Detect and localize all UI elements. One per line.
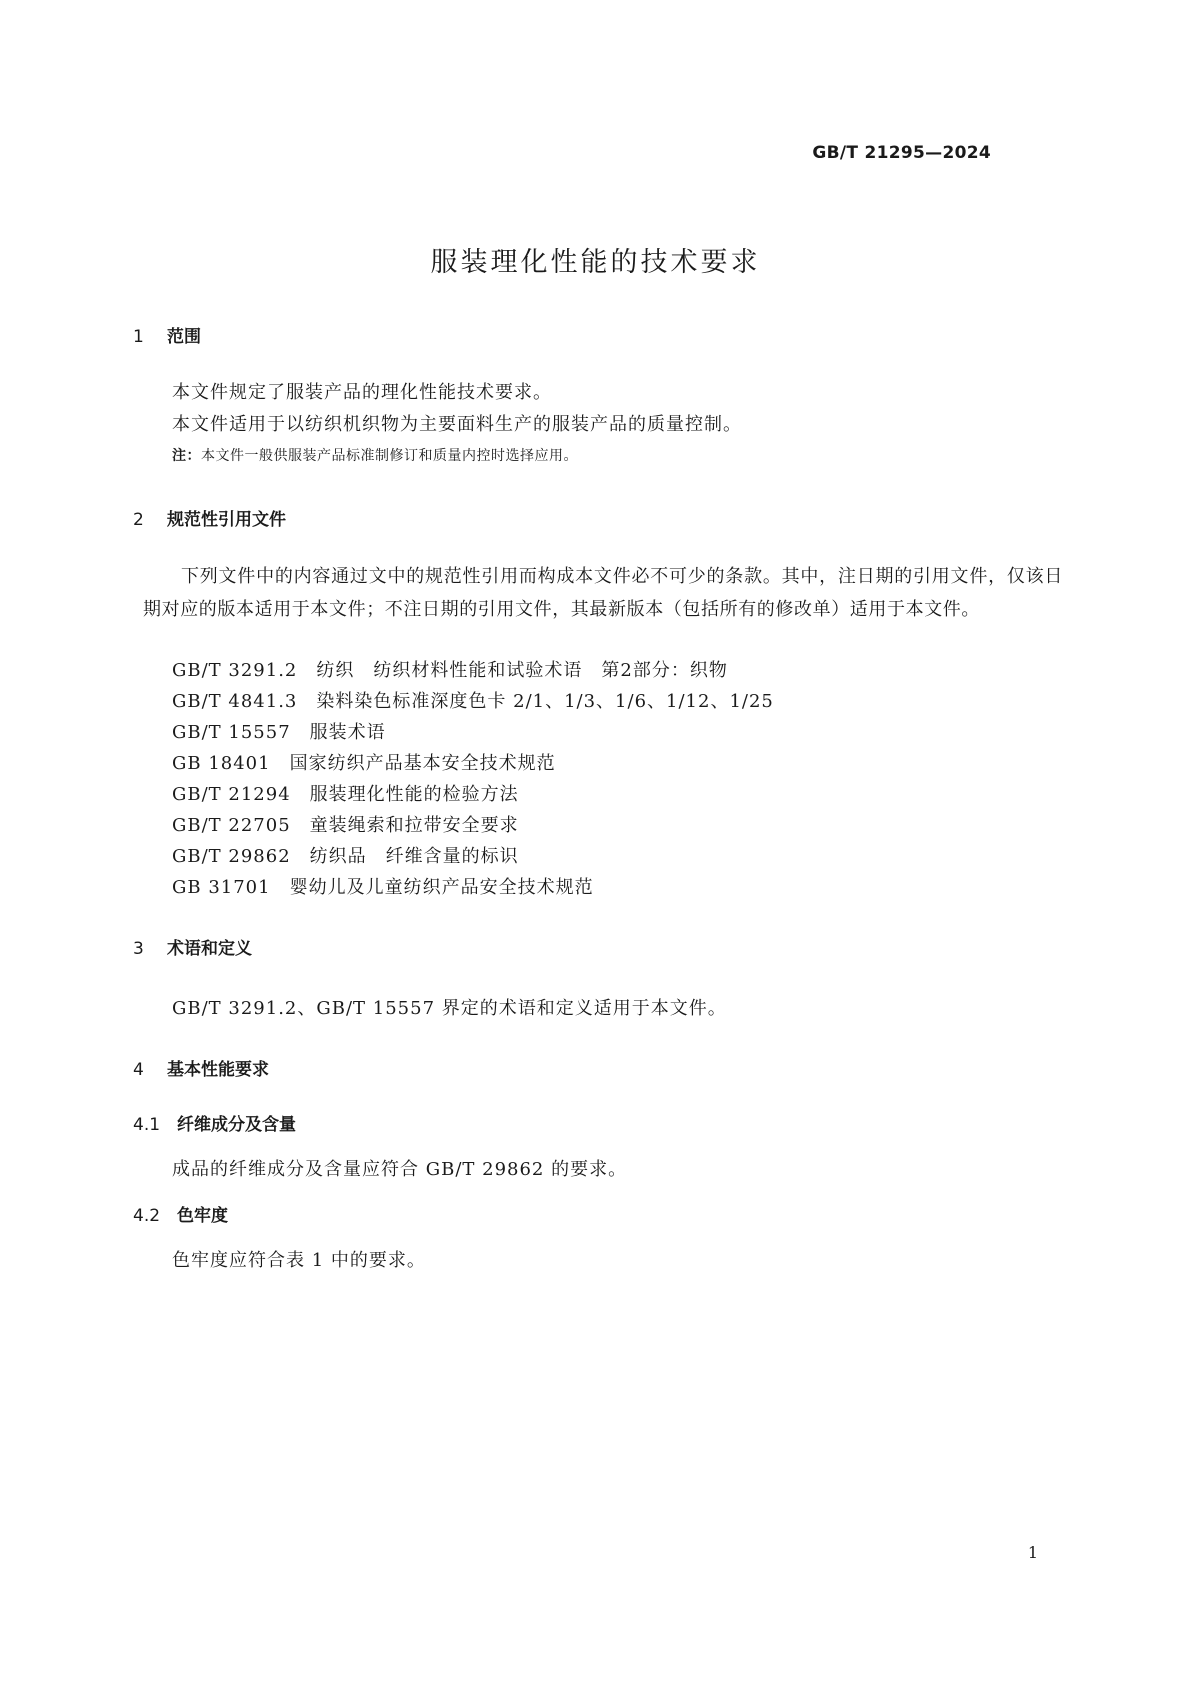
section-3-heading	[133, 934, 252, 959]
section-1-paragraph-2: 本文件适用于以纺织机织物为主要面料生产的服装产品的质量控制。	[172, 414, 742, 435]
reference-title: 童装绳索和拉带安全要求	[309, 815, 519, 836]
reference-title: 纺织品 纤维含量的标识	[309, 846, 519, 867]
section-1-heading	[133, 322, 201, 347]
reference-code: GB/T 21294	[172, 784, 291, 805]
reference-item	[172, 749, 556, 775]
reference-code: GB 31701	[172, 877, 271, 898]
section-2-heading	[133, 505, 286, 530]
reference-item	[172, 718, 386, 744]
subsection-4-2-paragraph: 色牢度应符合表 1 中的要求。	[172, 1250, 426, 1271]
reference-title: 婴幼儿及儿童纺织产品安全技术规范	[289, 877, 594, 898]
note-label: 注：	[172, 448, 201, 464]
subsection-4-2-heading	[133, 1201, 228, 1226]
reference-code: GB/T 3291.2	[172, 660, 298, 681]
page-number: 1	[1027, 1543, 1038, 1562]
subsection-title: 色牢度	[177, 1206, 228, 1226]
section-number: 3	[133, 939, 144, 959]
reference-item	[172, 811, 519, 837]
section-number: 1	[133, 327, 144, 347]
reference-code: GB/T 22705	[172, 815, 291, 836]
reference-title: 国家纺织产品基本安全技术规范	[289, 753, 556, 774]
reference-code: GB/T 4841.3	[172, 691, 298, 712]
section-3-paragraph: GB/T 3291.2、GB/T 15557 界定的术语和定义适用于本文件。	[172, 998, 727, 1019]
reference-item	[172, 873, 594, 899]
section-number: 2	[133, 510, 144, 530]
reference-title: 染料染色标准深度色卡 2/1、1/3、1/6、1/12、1/25	[316, 691, 774, 712]
section-number: 4	[133, 1060, 144, 1080]
section-2-paragraph: 下列文件中的内容通过文中的规范性引用而构成本文件必不可少的条款。其中，注日期的引用文件，仅该日期对应的版本适用于本文件；不注日期的引用文件，其最新版本（包括所有的修改单）适用于本文件。	[143, 566, 1063, 620]
subsection-number: 4.1	[133, 1115, 161, 1135]
section-1-paragraph-1: 本文件规定了服装产品的理化性能技术要求。	[172, 382, 552, 403]
reference-item	[172, 780, 519, 806]
section-1-note	[172, 445, 578, 465]
reference-item	[172, 656, 728, 682]
subsection-4-1-heading	[133, 1110, 296, 1135]
section-4-heading	[133, 1055, 269, 1080]
section-title: 术语和定义	[167, 939, 252, 959]
section-title: 规范性引用文件	[167, 510, 286, 530]
reference-item	[172, 842, 519, 868]
reference-code: GB 18401	[172, 753, 271, 774]
reference-title: 服装理化性能的检验方法	[309, 784, 519, 805]
standard-number: GB/T 21295—2024	[812, 143, 991, 163]
subsection-title: 纤维成分及含量	[177, 1115, 296, 1135]
section-title: 基本性能要求	[167, 1060, 269, 1080]
subsection-number: 4.2	[133, 1206, 161, 1226]
reference-item	[172, 687, 774, 713]
note-text: 本文件一般供服装产品标准制修订和质量内控时选择应用。	[201, 448, 578, 464]
document-title: 服装理化性能的技术要求	[430, 247, 761, 278]
subsection-4-1-paragraph: 成品的纤维成分及含量应符合 GB/T 29862 的要求。	[172, 1159, 628, 1180]
reference-code: GB/T 15557	[172, 722, 291, 743]
reference-title: 纺织 纺织材料性能和试验术语 第2部分：织物	[316, 660, 728, 681]
section-title: 范围	[167, 327, 201, 347]
reference-code: GB/T 29862	[172, 846, 291, 867]
reference-title: 服装术语	[309, 722, 386, 743]
